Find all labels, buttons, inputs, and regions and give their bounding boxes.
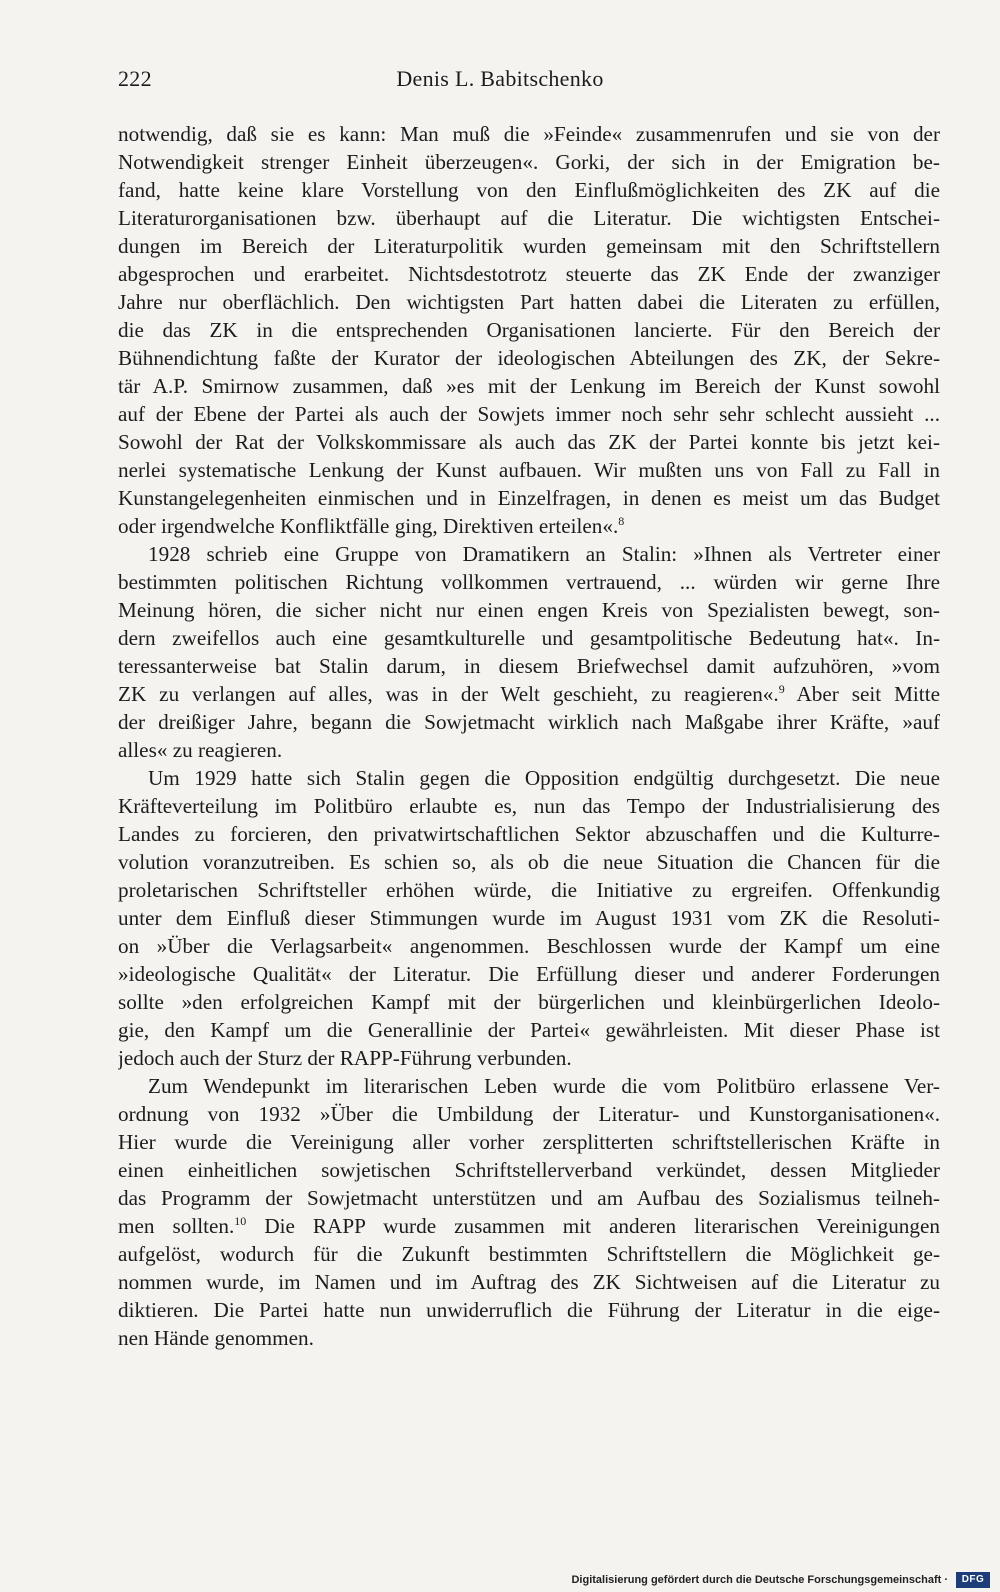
text-line <box>118 568 940 596</box>
text-line-content: men sollten. <box>118 1214 235 1238</box>
footnote-marker: 10 <box>234 1214 247 1228</box>
text-line-content: Meinung hören, die sicher nicht nur einen engen Kreis von Spezialisten bewegt, son- <box>118 598 940 622</box>
footnote-marker: 8 <box>618 514 625 528</box>
text-line <box>118 204 940 232</box>
text-line-content: nommen wurde, im Namen und im Auftrag des ZK Sichtweisen auf die Literatur zu <box>118 1270 940 1294</box>
text-line-content: Jahre nur oberflächlich. Den wichtigsten Part hatten dabei die Literaten zu erfüllen, <box>118 290 940 314</box>
text-line-content: bestimmten politischen Richtung vollkommen vertrauend, ... würden wir gerne Ihre <box>118 570 940 594</box>
footnote-marker: 9 <box>778 682 785 696</box>
text-line <box>118 596 940 624</box>
text-line-content: Notwendigkeit strenger Einheit überzeugen«. Gorki, der sich in der Emigration be- <box>118 150 940 174</box>
text-line <box>118 344 940 372</box>
text-line-content: die das ZK in die entsprechenden Organisationen lancierte. Für den Bereich der <box>118 318 940 342</box>
text-line-content: der dreißiger Jahre, begann die Sowjetmacht wirklich nach Maßgabe ihrer Kräfte, »auf <box>118 710 940 734</box>
text-line-content: Literaturorganisationen bzw. überhaupt auf die Literatur. Die wichtigsten Entschei- <box>118 206 940 230</box>
body-text <box>118 120 940 1352</box>
text-line-content: dungen im Bereich der Literaturpolitik wurden gemeinsam mit den Schriftstellern <box>118 234 940 258</box>
text-line-content: »ideologische Qualität« der Literatur. Die Erfüllung dieser und anderer Forderungen <box>118 962 940 986</box>
text-line-content: volution voranzutreiben. Es schien so, als ob die neue Situation die Chancen für die <box>118 850 940 874</box>
text-line <box>118 1128 940 1156</box>
text-line-content: ordnung von 1932 »Über die Umbildung der Literatur- und Kunstorganisationen«. <box>118 1102 940 1126</box>
text-line <box>118 1156 940 1184</box>
text-line-content: Landes zu forcieren, den privatwirtschaftlichen Sektor abzuschaffen und die Kulturre- <box>118 822 940 846</box>
text-line <box>118 904 940 932</box>
text-line-content: tär A.P. Smirnow zusammen, daß »es mit der Lenkung im Bereich der Kunst sowohl <box>118 374 940 398</box>
text-line-content: fand, hatte keine klare Vorstellung von den Einflußmöglichkeiten des ZK auf die <box>118 178 940 202</box>
text-line <box>118 680 940 708</box>
text-line <box>118 316 940 344</box>
text-line <box>118 820 940 848</box>
text-line <box>118 1212 940 1240</box>
text-line-content: nerlei systematische Lenkung der Kunst aufbauen. Wir mußten uns von Fall zu Fall in <box>118 458 940 482</box>
text-line-content: notwendig, daß sie es kann: Man muß die »Feinde« zusammenrufen und sie von der <box>118 122 940 146</box>
text-line <box>118 232 940 260</box>
text-line <box>118 120 940 148</box>
text-line-content: on »Über die Verlagsarbeit« angenommen. Beschlossen wurde der Kampf um eine <box>118 934 940 958</box>
text-line <box>118 288 940 316</box>
text-line <box>118 1296 940 1324</box>
text-line-content: einen einheitlichen sowjetischen Schriftstellerverband verkündet, dessen Mitglieder <box>118 1158 940 1182</box>
text-line-content: oder irgendwelche Konfliktfälle ging, Direktiven erteilen«. <box>118 514 619 538</box>
text-line-content: diktieren. Die Partei hatte nun unwiderruflich die Führung der Literatur in die eige- <box>118 1298 940 1322</box>
text-line-content: alles« zu reagieren. <box>118 738 283 762</box>
text-line-content: teressanterweise bat Stalin darum, in diesem Briefwechsel damit aufzuhören, »vom <box>118 654 940 678</box>
text-line <box>118 148 940 176</box>
text-line-content: Hier wurde die Vereinigung aller vorher zersplitterten schriftstellerischen Kräfte in <box>118 1130 940 1154</box>
text-line-content: aufgelöst, wodurch für die Zukunft bestimmten Schriftstellern die Möglichkeit ge- <box>118 1242 940 1266</box>
text-line-content: jedoch auch der Sturz der RAPP-Führung verbunden. <box>118 1046 572 1070</box>
text-line-content: Bühnendichtung faßte der Kurator der ideologischen Abteilungen des ZK, der Sekre- <box>118 346 940 370</box>
text-line-content: proletarischen Schriftsteller erhöhen würde, die Initiative zu ergreifen. Offenkundig <box>118 878 940 902</box>
text-line <box>118 736 940 764</box>
text-line-content: Sowohl der Rat der Volkskommissare als auch das ZK der Partei konnte bis jetzt kei- <box>118 430 940 454</box>
text-line <box>118 988 940 1016</box>
text-line <box>118 372 940 400</box>
text-line <box>118 456 940 484</box>
digitization-credit <box>571 1574 948 1586</box>
text-line-content: nen Hände genommen. <box>118 1326 314 1350</box>
text-line-content: das Programm der Sowjetmacht unterstützen und am Aufbau des Sozialismus teilneh- <box>118 1186 940 1210</box>
text-line <box>118 708 940 736</box>
text-line <box>118 960 940 988</box>
text-line <box>118 1268 940 1296</box>
text-line-content: sollte »den erfolgreichen Kampf mit der bürgerlichen und kleinbürgerlichen Ideolo- <box>118 990 940 1014</box>
text-line-continuation: Die RAPP wurde zusammen mit anderen literarischen Vereinigungen <box>246 1214 940 1238</box>
text-line <box>118 1044 940 1072</box>
text-line <box>118 932 940 960</box>
text-line <box>118 1184 940 1212</box>
text-line <box>118 400 940 428</box>
text-line-content: Kräfteverteilung im Politbüro erlaubte es, nun das Tempo der Industrialisierung des <box>118 794 940 818</box>
text-line-continuation: Aber seit Mitte <box>784 682 940 706</box>
text-line <box>118 1324 940 1352</box>
text-line <box>118 512 940 540</box>
text-line-content: Kunstangelegenheiten einmischen und in Einzelfragen, in denen es meist um das Budget <box>118 486 940 510</box>
text-line-content: abgesprochen und erarbeitet. Nichtsdestotrotz steuerte das ZK Ende der zwanziger <box>118 262 940 286</box>
text-line-content: 1928 schrieb eine Gruppe von Dramatikern an Stalin: »Ihnen als Vertreter einer <box>148 542 940 566</box>
running-head: Denis L. Babitschenko <box>396 66 604 91</box>
digitization-credit-text: Digitalisierung gefördert durch die Deutsche Forschungsgemeinschaft · <box>571 1574 948 1586</box>
text-line <box>118 1100 940 1128</box>
dfg-logo: DFG <box>956 1572 990 1588</box>
text-line-content: auf der Ebene der Partei als auch der Sowjets immer noch sehr sehr schlecht aussieht ... <box>118 402 940 426</box>
text-line <box>118 792 940 820</box>
text-line <box>118 1240 940 1268</box>
text-line-content: Zum Wendepunkt im literarischen Leben wurde die vom Politbüro erlassene Ver- <box>148 1074 940 1098</box>
text-line <box>118 1016 940 1044</box>
text-line-content: gie, den Kampf um die Generallinie der Partei« gewährleisten. Mit dieser Phase ist <box>118 1018 940 1042</box>
text-line-content: dern zweifellos auch eine gesamtkulturelle und gesamtpolitische Bedeutung hat«. In- <box>118 626 940 650</box>
text-line <box>118 652 940 680</box>
text-line-content: unter dem Einfluß dieser Stimmungen wurde im August 1931 vom ZK die Resoluti- <box>118 906 940 930</box>
text-line <box>118 848 940 876</box>
text-line-content: ZK zu verlangen auf alles, was in der Welt geschieht, zu reagieren«. <box>118 682 779 706</box>
text-line-content: Um 1929 hatte sich Stalin gegen die Opposition endgültig durchgesetzt. Die neue <box>148 766 940 790</box>
text-line <box>118 764 940 792</box>
text-line <box>118 428 940 456</box>
text-line <box>118 260 940 288</box>
text-line <box>118 624 940 652</box>
text-line <box>118 484 940 512</box>
text-line <box>118 876 940 904</box>
text-line <box>118 540 940 568</box>
text-line <box>118 1072 940 1100</box>
page-number: 222 <box>118 66 152 91</box>
text-line <box>118 176 940 204</box>
